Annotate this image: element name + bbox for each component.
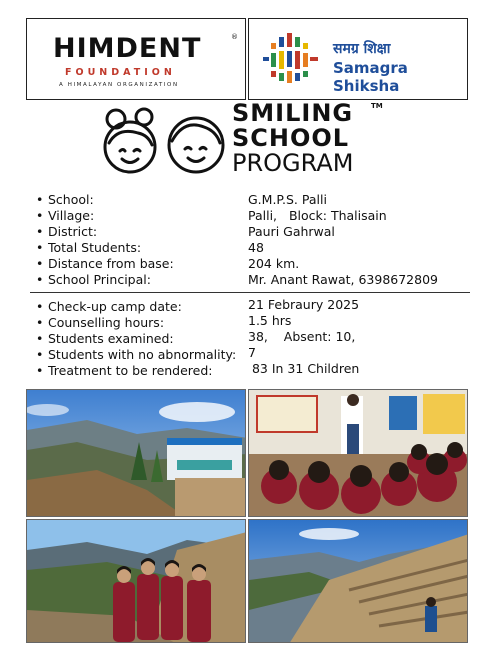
bullet: • (36, 224, 44, 239)
program-line-smiling: SMILING (232, 99, 354, 127)
photo-classroom (248, 389, 468, 517)
camp-label: Students with no abnormality: (48, 347, 237, 362)
camp-label: Treatment to be rendered: (48, 363, 213, 378)
photo-hillside-path (248, 519, 468, 643)
detail-row (36, 240, 141, 255)
program-line-school: SCHOOL (232, 124, 350, 152)
registered-mark: ® (231, 33, 238, 41)
himdent-tagline: A HIMALAYAN ORGANIZATION (59, 82, 179, 88)
detail-label: School: (48, 192, 94, 207)
bullet: • (36, 256, 44, 271)
detail-row (36, 208, 94, 223)
detail-value: 204 km. (248, 256, 300, 271)
bullet: • (36, 315, 44, 330)
camp-value: 38, Absent: 10, (248, 329, 356, 344)
camp-label: Counselling hours: (48, 315, 165, 330)
samagra-english: Samagra Shiksha (333, 59, 408, 95)
photo-school-building (26, 389, 246, 517)
detail-row (36, 192, 94, 207)
bullet: • (36, 363, 44, 378)
detail-label: District: (48, 224, 98, 239)
himdent-foundation: FOUNDATION (65, 67, 176, 78)
detail-value: Palli, Block: Thalisain (248, 208, 387, 223)
detail-row (36, 256, 174, 271)
bullet: • (36, 240, 44, 255)
camp-row (36, 331, 174, 346)
himdent-logo-box (26, 18, 246, 100)
camp-value: 7 (248, 345, 256, 360)
detail-label: Total Students: (48, 240, 142, 255)
camp-label: Check-up camp date: (48, 299, 182, 314)
camp-row (36, 363, 213, 378)
photo-children-group (26, 519, 246, 643)
detail-value: Pauri Gahrwal (248, 224, 335, 239)
trademark-mark: TM (371, 102, 383, 110)
detail-label: Village: (48, 208, 95, 223)
samagra-logo-box (248, 18, 468, 100)
detail-value: G.M.P.S. Palli (248, 192, 327, 207)
smiling-kids-icon (92, 105, 232, 175)
detail-row (36, 272, 151, 287)
camp-row (36, 347, 236, 362)
detail-label: School Principal: (48, 272, 151, 287)
samagra-hindi: समग्र शिक्षा (333, 41, 391, 57)
detail-value: Mr. Anant Rawat, 6398672809 (248, 272, 438, 287)
camp-value: 1.5 hrs (248, 313, 292, 328)
bullet: • (36, 331, 44, 346)
camp-row (36, 315, 164, 330)
bullet: • (36, 208, 44, 223)
bullet: • (36, 299, 44, 314)
camp-label: Students examined: (48, 331, 174, 346)
bullet: • (36, 192, 44, 207)
bullet: • (36, 272, 44, 287)
section-divider (30, 292, 470, 293)
detail-label: Distance from base: (48, 256, 174, 271)
camp-value: 83 In 31 Children (248, 361, 360, 376)
samagra-emblem-icon (261, 29, 321, 89)
program-line-program: PROGRAM (232, 149, 354, 177)
bullet: • (36, 347, 44, 362)
detail-row (36, 224, 97, 239)
camp-value: 21 Febraury 2025 (248, 297, 360, 312)
camp-row (36, 299, 182, 314)
detail-value: 48 (248, 240, 264, 255)
himdent-name: HIMDENT (53, 33, 202, 64)
